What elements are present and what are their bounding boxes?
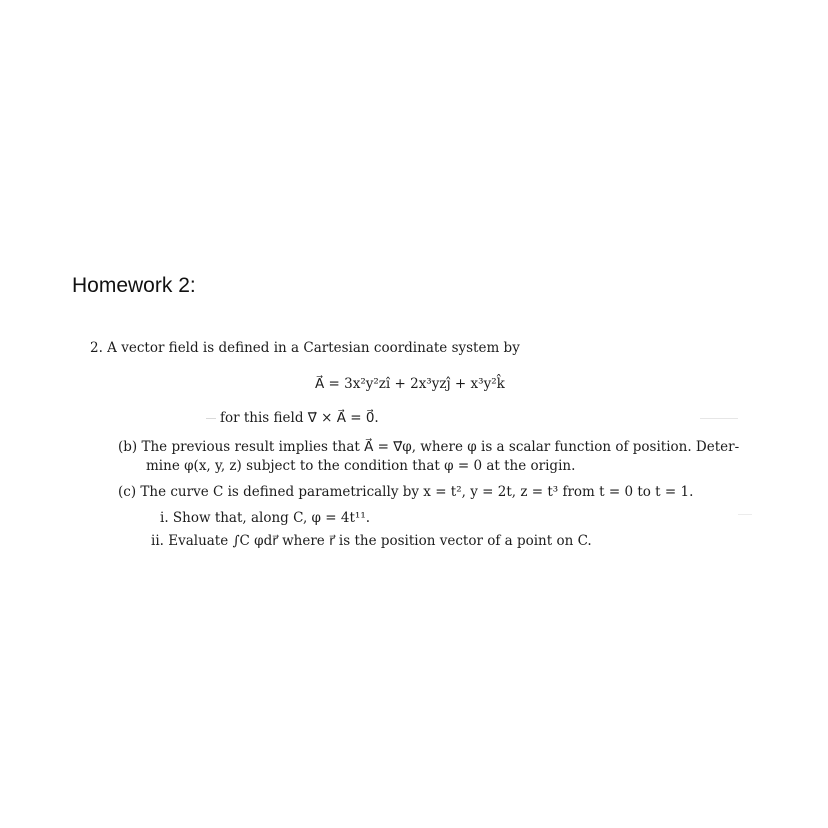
part-c-text: (c) The curve C is defined parametrically by x = t², y = 2t, z = t³ from t = 0 to t = 1. [118,484,694,500]
problem-intro: 2. A vector field is defined in a Cartesian coordinate system by [90,340,520,356]
scan-artifact-mark [206,418,216,419]
scan-artifact-mark [700,418,738,419]
part-b-text: (b) The previous result implies that A⃗ = ∇⃗φ, where φ is a scalar function of position. Deter- [118,439,740,455]
part-b-text-continued: mine φ(x, y, z) subject to the condition that φ = 0 at the origin. [146,458,576,474]
part-a-text: for this field ∇⃗ × A⃗ = 0⃗. [220,410,379,426]
vector-field-equation: A⃗ = 3x²y²zî + 2x³yzĵ + x³y²k̂ [315,376,505,392]
subpart-ii-text: ii. Evaluate ∫C φdr⃗ where r⃗ is the position vector of a point on C. [151,533,592,549]
scan-artifact-mark [738,514,752,515]
subpart-i-text: i. Show that, along C, φ = 4t¹¹. [160,510,371,526]
homework-heading: Homework 2: [72,274,196,297]
